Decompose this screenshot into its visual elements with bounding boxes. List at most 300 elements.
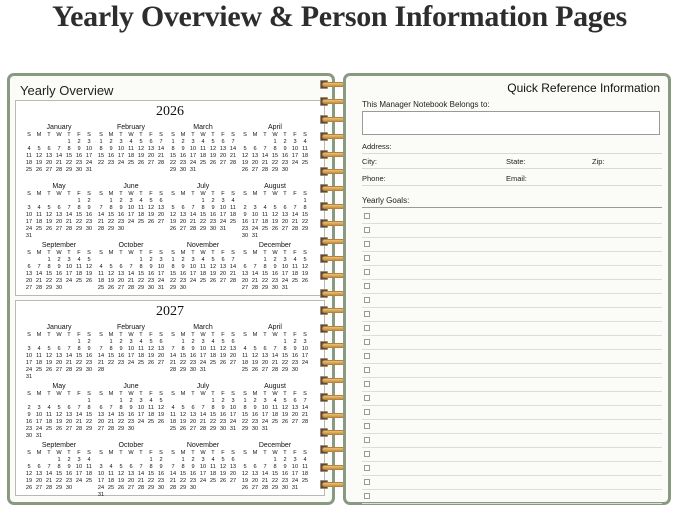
day-cell: 15: [301, 212, 309, 218]
day-cell: 13: [45, 153, 53, 159]
day-cell: 15: [261, 271, 269, 277]
day-cell: 4: [149, 398, 153, 404]
day-cell: 4: [99, 264, 103, 270]
goal-checkbox[interactable]: [364, 367, 370, 373]
goal-checkbox[interactable]: [364, 437, 370, 443]
weekday-header: W: [128, 391, 134, 397]
goal-checkbox[interactable]: [364, 423, 370, 429]
month-june: [96, 382, 166, 433]
day-cell: 30: [75, 167, 83, 173]
month-day-grid: [168, 391, 238, 433]
goal-checkbox[interactable]: [364, 479, 370, 485]
day-cell: 23: [251, 419, 259, 425]
day-cell: 9: [283, 146, 287, 152]
day-cell: 17: [25, 219, 33, 225]
day-cell: 30: [241, 233, 249, 239]
day-cell: 14: [271, 353, 279, 359]
day-cell: 4: [211, 457, 215, 463]
day-cell: 2: [283, 457, 287, 463]
day-cell: 18: [199, 271, 207, 277]
address-line[interactable]: [362, 153, 662, 154]
day-cell: 24: [75, 478, 83, 484]
day-cell: 3: [77, 457, 81, 463]
day-cell: 25: [229, 219, 237, 225]
day-cell: 23: [209, 219, 217, 225]
weekday-header: W: [56, 332, 62, 338]
day-cell: 13: [251, 153, 259, 159]
day-cell: 29: [75, 367, 83, 373]
day-cell: 2: [109, 139, 113, 145]
day-cell: 23: [147, 278, 155, 284]
day-cell: 8: [87, 405, 91, 411]
day-cell: 1: [119, 398, 123, 404]
goal-row[interactable]: [362, 322, 662, 336]
day-cell: 23: [189, 478, 197, 484]
day-cell: 15: [75, 353, 83, 359]
weekday-header: S: [303, 391, 307, 397]
day-cell: 1: [181, 457, 185, 463]
empty-day-cell: [178, 398, 188, 405]
weekday-header: T: [119, 450, 123, 456]
yearly-overview-title: Yearly Overview: [20, 83, 114, 98]
goal-row[interactable]: [362, 462, 662, 476]
goal-row[interactable]: [362, 448, 662, 462]
day-cell: 17: [199, 353, 207, 359]
day-cell: 3: [293, 139, 297, 145]
day-cell: 5: [221, 339, 225, 345]
empty-day-cell: [270, 198, 280, 205]
weekday-header: T: [283, 391, 287, 397]
day-cell: 10: [189, 146, 197, 152]
weekday-header: S: [87, 332, 91, 338]
day-cell: 3: [231, 398, 235, 404]
weekday-header: M: [252, 191, 258, 197]
goal-row[interactable]: [362, 336, 662, 350]
quick-reference-title: Quick Reference Information: [507, 81, 660, 95]
weekday-header: S: [171, 332, 175, 338]
day-cell: 19: [55, 419, 63, 425]
day-cell: 5: [273, 205, 277, 211]
day-cell: 29: [169, 167, 177, 173]
empty-day-cell: [250, 198, 260, 205]
day-cell: 26: [35, 167, 43, 173]
day-cell: 9: [109, 146, 113, 152]
day-cell: 20: [291, 412, 299, 418]
day-cell: 2: [181, 139, 185, 145]
weekday-header: F: [293, 391, 297, 397]
day-cell: 14: [199, 412, 207, 418]
goal-checkbox[interactable]: [364, 409, 370, 415]
day-cell: 6: [37, 464, 41, 470]
goal-row[interactable]: [362, 308, 662, 322]
month-day-grid: [168, 191, 238, 233]
day-cell: 30: [147, 285, 155, 291]
goal-row[interactable]: [362, 434, 662, 448]
weekday-header: T: [47, 450, 51, 456]
month-july: [168, 182, 238, 233]
day-cell: 4: [129, 139, 133, 145]
day-cell: 20: [25, 278, 33, 284]
day-cell: 25: [35, 367, 43, 373]
month-april: [240, 123, 310, 174]
goal-row[interactable]: [362, 406, 662, 420]
weekday-header: M: [36, 391, 42, 397]
day-cell: 8: [99, 146, 103, 152]
day-cell: 15: [85, 412, 93, 418]
day-cell: 23: [281, 478, 289, 484]
day-cell: 12: [241, 153, 249, 159]
day-cell: 31: [219, 226, 227, 232]
day-cell: 25: [25, 167, 33, 173]
day-cell: 27: [25, 285, 33, 291]
day-cell: 1: [181, 339, 185, 345]
day-cell: 30: [179, 285, 187, 291]
goal-checkbox[interactable]: [364, 465, 370, 471]
weekday-header: M: [36, 332, 42, 338]
day-cell: 24: [25, 226, 33, 232]
weekday-header: M: [180, 391, 186, 397]
day-cell: 19: [219, 353, 227, 359]
day-cell: 4: [243, 346, 247, 352]
goal-checkbox[interactable]: [364, 381, 370, 387]
weekday-header: S: [231, 332, 235, 338]
day-cell: 22: [281, 360, 289, 366]
day-cell: 25: [301, 160, 309, 166]
day-cell: 30: [189, 485, 197, 491]
day-cell: 12: [179, 412, 187, 418]
day-cell: 21: [97, 219, 105, 225]
day-cell: 3: [119, 139, 123, 145]
day-cell: 21: [35, 278, 43, 284]
day-cell: 25: [107, 485, 115, 491]
day-cell: 12: [85, 264, 93, 270]
weekday-header: M: [180, 450, 186, 456]
day-cell: 28: [75, 426, 83, 432]
day-cell: 28: [157, 160, 165, 166]
day-cell: 7: [191, 205, 195, 211]
weekday-header: T: [139, 250, 143, 256]
day-cell: 21: [75, 419, 83, 425]
day-cell: 20: [157, 353, 165, 359]
goal-row[interactable]: [362, 420, 662, 434]
day-cell: 9: [253, 405, 257, 411]
day-cell: 23: [157, 478, 165, 484]
weekday-header: T: [47, 332, 51, 338]
day-cell: 3: [283, 257, 287, 263]
day-cell: 30: [127, 426, 135, 432]
day-cell: 7: [293, 205, 297, 211]
day-cell: 20: [117, 278, 125, 284]
day-cell: 24: [261, 419, 269, 425]
day-cell: 5: [159, 398, 163, 404]
goal-checkbox[interactable]: [364, 311, 370, 317]
day-cell: 28: [169, 485, 177, 491]
day-cell: 15: [45, 271, 53, 277]
day-cell: 6: [159, 339, 163, 345]
day-cell: 7: [67, 205, 71, 211]
weekday-header: T: [191, 332, 195, 338]
day-cell: 31: [189, 167, 197, 173]
day-cell: 29: [137, 285, 145, 291]
day-cell: 4: [293, 257, 297, 263]
owner-name-field[interactable]: [362, 111, 660, 135]
day-cell: 3: [303, 339, 307, 345]
day-cell: 5: [283, 398, 287, 404]
day-cell: 10: [291, 464, 299, 470]
phone-email-line[interactable]: [362, 185, 662, 186]
day-cell: 2: [77, 139, 81, 145]
day-cell: 26: [85, 278, 93, 284]
weekday-header: W: [200, 450, 206, 456]
empty-day-cell: [96, 398, 106, 405]
empty-day-cell: [198, 398, 208, 405]
day-cell: 16: [189, 471, 197, 477]
day-cell: 19: [219, 471, 227, 477]
weekday-header: F: [77, 132, 81, 138]
day-cell: 16: [55, 271, 63, 277]
day-cell: 13: [251, 471, 259, 477]
weekday-header: W: [200, 332, 206, 338]
month-may: [24, 182, 94, 240]
day-cell: 18: [209, 471, 217, 477]
empty-day-cell: [24, 198, 34, 205]
day-cell: 8: [181, 346, 185, 352]
day-cell: 14: [169, 471, 177, 477]
day-cell: 17: [291, 153, 299, 159]
empty-day-cell: [240, 198, 250, 205]
day-cell: 22: [107, 219, 115, 225]
weekday-header: S: [243, 132, 247, 138]
day-cell: 31: [261, 426, 269, 432]
day-cell: 2: [221, 398, 225, 404]
day-cell: 8: [283, 346, 287, 352]
weekday-header: T: [283, 450, 287, 456]
weekday-header: S: [243, 250, 247, 256]
day-cell: 21: [229, 271, 237, 277]
day-cell: 21: [291, 219, 299, 225]
month-name: October: [118, 242, 144, 249]
day-cell: 7: [263, 464, 267, 470]
day-cell: 9: [159, 464, 163, 470]
empty-day-cell: [250, 339, 260, 346]
weekday-header: S: [231, 250, 235, 256]
weekday-header: M: [36, 191, 42, 197]
month-name: December: [258, 442, 292, 449]
day-cell: 26: [281, 419, 289, 425]
day-cell: 11: [108, 471, 114, 477]
city-state-zip-line[interactable]: [362, 168, 662, 169]
weekday-header: F: [77, 332, 81, 338]
goal-checkbox[interactable]: [364, 451, 370, 457]
day-cell: 8: [109, 346, 113, 352]
day-cell: 1: [139, 257, 143, 263]
day-cell: 12: [169, 212, 177, 218]
empty-day-cell: [64, 339, 74, 346]
day-cell: 30: [85, 226, 93, 232]
day-cell: 16: [127, 412, 135, 418]
day-cell: 12: [147, 205, 155, 211]
goal-row[interactable]: [362, 350, 662, 364]
day-cell: 27: [219, 278, 227, 284]
goal-checkbox[interactable]: [364, 339, 370, 345]
day-cell: 13: [189, 412, 197, 418]
day-cell: 13: [147, 146, 155, 152]
day-cell: 17: [117, 153, 125, 159]
goal-row[interactable]: [362, 392, 662, 406]
day-cell: 2: [211, 198, 215, 204]
goal-checkbox[interactable]: [364, 325, 370, 331]
day-cell: 16: [291, 353, 299, 359]
day-cell: 24: [65, 278, 73, 284]
day-cell: 17: [85, 153, 93, 159]
day-cell: 20: [45, 160, 53, 166]
day-cell: 8: [77, 346, 81, 352]
day-cell: 26: [137, 160, 145, 166]
weekday-header: S: [87, 450, 91, 456]
day-cell: 14: [229, 264, 237, 270]
day-cell: 11: [242, 353, 248, 359]
day-cell: 24: [97, 485, 105, 491]
day-cell: 31: [25, 374, 33, 380]
day-cell: 29: [179, 367, 187, 373]
goal-checkbox[interactable]: [364, 283, 370, 289]
empty-day-cell: [54, 198, 64, 205]
goal-checkbox[interactable]: [364, 493, 370, 499]
day-cell: 19: [169, 219, 177, 225]
day-cell: 1: [109, 339, 113, 345]
weekday-header: T: [67, 332, 71, 338]
weekday-header: F: [221, 332, 225, 338]
empty-day-cell: [260, 198, 270, 205]
goal-checkbox[interactable]: [364, 255, 370, 261]
goal-row[interactable]: [362, 280, 662, 294]
goal-row[interactable]: [362, 252, 662, 266]
day-cell: 14: [35, 271, 43, 277]
day-cell: 16: [75, 153, 83, 159]
day-cell: 11: [148, 405, 154, 411]
day-cell: 4: [47, 405, 51, 411]
day-cell: 3: [253, 205, 257, 211]
weekday-header: T: [191, 191, 195, 197]
goal-row[interactable]: [362, 224, 662, 238]
empty-day-cell: [188, 398, 198, 405]
day-cell: 16: [281, 153, 289, 159]
day-cell: 4: [231, 198, 235, 204]
weekday-header: M: [252, 332, 258, 338]
day-cell: 18: [301, 471, 309, 477]
day-cell: 12: [117, 471, 125, 477]
month-february: [96, 323, 166, 374]
day-cell: 15: [271, 153, 279, 159]
day-cell: 28: [55, 167, 63, 173]
day-cell: 5: [57, 405, 61, 411]
day-cell: 2: [243, 205, 247, 211]
weekday-header: T: [119, 250, 123, 256]
weekday-header: S: [27, 250, 31, 256]
goal-row[interactable]: [362, 266, 662, 280]
day-cell: 6: [221, 257, 225, 263]
month-name: January: [46, 124, 72, 131]
goal-row[interactable]: [362, 476, 662, 490]
day-cell: 27: [261, 367, 269, 373]
weekday-header: S: [303, 132, 307, 138]
day-cell: 30: [55, 285, 63, 291]
day-cell: 17: [157, 271, 165, 277]
day-cell: 23: [189, 360, 197, 366]
goal-row[interactable]: [362, 210, 662, 224]
day-cell: 16: [117, 353, 125, 359]
month-name: August: [264, 383, 286, 390]
weekday-header: M: [252, 132, 258, 138]
weekday-header: W: [200, 250, 206, 256]
day-cell: 18: [291, 271, 299, 277]
day-cell: 1: [47, 257, 51, 263]
goal-checkbox[interactable]: [364, 227, 370, 233]
goal-checkbox[interactable]: [364, 269, 370, 275]
month-name: August: [264, 183, 286, 190]
empty-day-cell: [168, 339, 178, 346]
day-cell: 16: [179, 153, 187, 159]
day-cell: 2: [293, 339, 297, 345]
weekday-header: W: [272, 450, 278, 456]
goal-row[interactable]: [362, 294, 662, 308]
day-cell: 13: [25, 271, 33, 277]
goal-checkbox[interactable]: [364, 213, 370, 219]
weekday-header: W: [128, 250, 134, 256]
day-cell: 15: [75, 212, 83, 218]
weekday-header: F: [221, 132, 225, 138]
month-name: July: [196, 383, 210, 390]
day-cell: 28: [229, 160, 237, 166]
day-cell: 15: [241, 412, 249, 418]
day-cell: 4: [201, 257, 205, 263]
goal-row[interactable]: [362, 238, 662, 252]
weekday-header: W: [128, 191, 134, 197]
goal-row[interactable]: [362, 364, 662, 378]
day-cell: 2: [253, 398, 257, 404]
owner-label: This Manager Notebook Belongs to:: [362, 100, 490, 109]
day-cell: 11: [272, 405, 278, 411]
day-cell: 2: [27, 405, 31, 411]
goal-row[interactable]: [362, 378, 662, 392]
day-cell: 30: [157, 485, 165, 491]
goal-checkbox[interactable]: [364, 241, 370, 247]
goal-checkbox[interactable]: [364, 353, 370, 359]
month-day-grid: [24, 132, 94, 174]
weekday-header: F: [77, 250, 81, 256]
day-cell: 14: [65, 353, 73, 359]
day-cell: 19: [147, 353, 155, 359]
goal-checkbox[interactable]: [364, 395, 370, 401]
weekday-header: T: [211, 332, 215, 338]
day-cell: 31: [85, 167, 93, 173]
day-cell: 26: [179, 426, 187, 432]
goal-checkbox[interactable]: [364, 297, 370, 303]
weekday-header: T: [119, 332, 123, 338]
address-label: Address:: [362, 142, 392, 151]
day-cell: 4: [27, 146, 31, 152]
weekday-header: T: [211, 132, 215, 138]
day-cell: 18: [199, 153, 207, 159]
empty-day-cell: [178, 198, 188, 205]
day-cell: 7: [67, 346, 71, 352]
goal-row[interactable]: [362, 490, 662, 504]
day-cell: 22: [85, 419, 93, 425]
day-cell: 27: [157, 360, 165, 366]
day-cell: 20: [55, 360, 63, 366]
day-cell: 27: [35, 485, 43, 491]
day-cell: 14: [229, 146, 237, 152]
